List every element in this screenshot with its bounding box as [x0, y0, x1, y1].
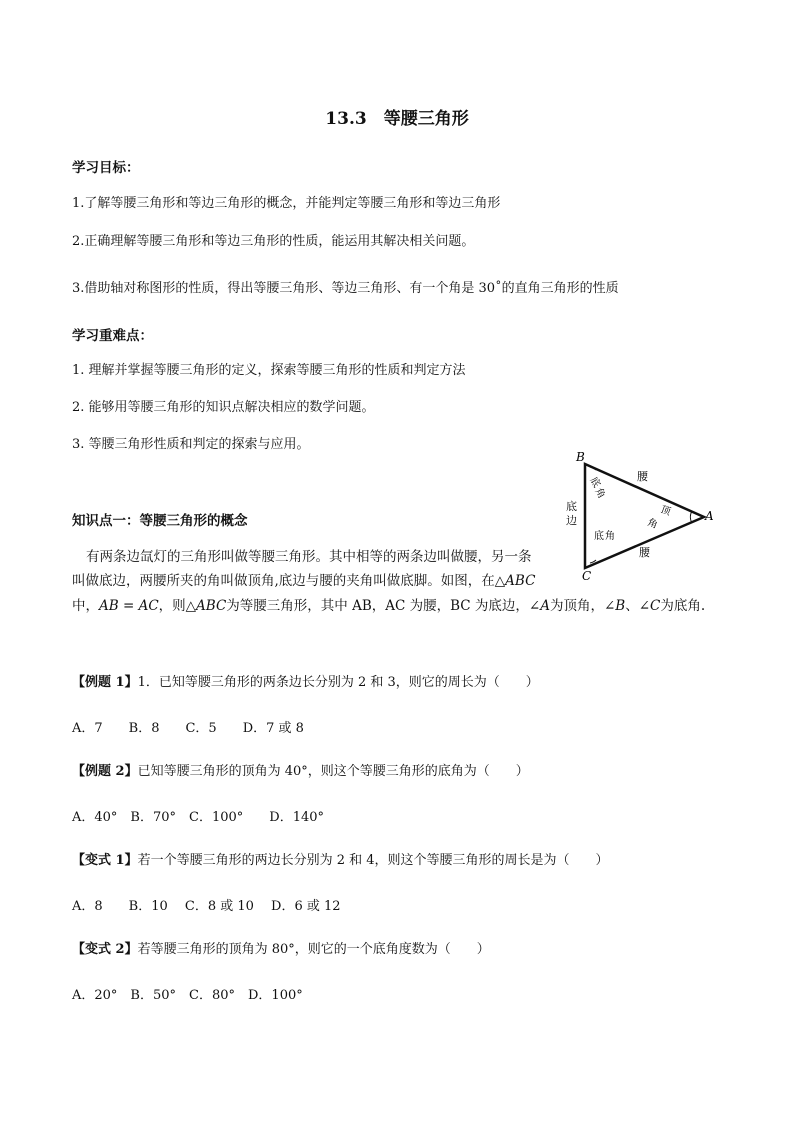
isosceles-triangle-figure: [558, 447, 736, 583]
question-1-options: A．7 B．8 C．5 D．7 或 8: [72, 721, 304, 736]
base-angle-b-label-2: 角: [592, 486, 607, 501]
triangle-abc-symbol: △ABC: [185, 598, 227, 614]
objective-item: 1.了解等腰三角形和等边三角形的概念，并能判定等腰三角形和等边三角形: [72, 196, 501, 211]
question-1: [72, 671, 539, 690]
angle-b-symbol: ∠B: [603, 598, 626, 614]
question-3-options: A．8 B．10 C．8 或 10 D．6 或 12: [72, 899, 341, 914]
text-segment: 、: [625, 598, 639, 614]
keypoint-item: 2. 能够用等腰三角形的知识点解决相应的数学问题。: [72, 400, 375, 415]
waist-top-label: 腰: [637, 470, 648, 483]
question-4-options: A．20° B．50° C．80° D．100°: [72, 988, 303, 1003]
apex-label-1: 顶: [658, 504, 672, 518]
angle-a-symbol: ∠A: [528, 598, 550, 614]
vertex-a-label: A: [705, 509, 714, 523]
triangle-abc-symbol: △ABC: [494, 573, 536, 589]
base-angle-c-label-2: 角: [605, 531, 615, 542]
vertex-b-label: B: [576, 450, 585, 464]
question-text: 若一个等腰三角形的两边长分别为 2 和 4，则这个等腰三角形的周长是为（ ）: [137, 853, 609, 868]
base-label-2: 边: [566, 514, 577, 527]
objectives-heading: 学习目标：: [72, 160, 140, 176]
vertex-c-label: C: [582, 569, 592, 583]
waist-bottom-label: 腰: [639, 546, 650, 559]
question-4: [72, 938, 490, 957]
text-segment: 为顶角，: [549, 598, 604, 614]
question-label: 【例题 2】: [72, 764, 138, 779]
text-segment: 为底角.: [660, 598, 706, 614]
question-label: 【例题 1】: [72, 675, 138, 690]
question-label: 【变式 1】: [72, 853, 138, 868]
knowledge-line-3: [72, 594, 705, 614]
objective-item: 2.正确理解等腰三角形和等边三角形的性质，能运用其解决相关问题。: [72, 234, 475, 249]
knowledge-heading: 知识点一：等腰三角形的概念: [72, 513, 248, 529]
question-text: 若等腰三角形的顶角为 80°，则它的一个底角度数为（ ）: [137, 942, 490, 957]
knowledge-line-2: [72, 569, 535, 589]
knowledge-line-2-text: 叫做底边，两腰所夹的角叫做顶角,底边与腰的夹角叫做底脚。如图，在: [72, 573, 495, 589]
ab-equals-ac-formula: AB = AC: [99, 598, 159, 614]
text-segment: ，则: [158, 598, 186, 614]
objective-item: 3.借助轴对称图形的性质，得出等腰三角形、等边三角形、有一个角是 30˚的直角三角形的性质: [72, 281, 619, 296]
knowledge-line-1: 有两条边氙灯的三角形叫做等腰三角形。其中相等的两条边叫做腰，另一条: [86, 549, 532, 565]
question-3: [72, 849, 609, 868]
keypoints-heading: 学习重难点：: [72, 328, 153, 344]
base-label-1: 底: [566, 500, 577, 513]
base-angle-b-label-1: 底: [587, 475, 602, 490]
question-2: [72, 760, 529, 779]
question-label: 【变式 2】: [72, 942, 138, 957]
question-text: 1．已知等腰三角形的两条边长分别为 2 和 3，则它的周长为（ ）: [137, 675, 539, 690]
base-angle-c-label-1: 底: [594, 531, 604, 542]
text-segment: 中，: [72, 598, 99, 614]
keypoint-item: 3. 等腰三角形性质和判定的探索与应用。: [72, 437, 310, 452]
question-text: 已知等腰三角形的顶角为 40°，则这个等腰三角形的底角为（ ）: [137, 764, 529, 779]
question-2-options: A．40° B．70° C．100° D．140°: [72, 810, 325, 825]
angle-c-symbol: ∠C: [638, 598, 661, 614]
page-title: 13.3 等腰三角形: [325, 109, 469, 129]
keypoint-item: 1. 理解并掌握等腰三角形的定义，探索等腰三角形的性质和判定方法: [72, 363, 466, 378]
text-segment: 为等腰三角形，其中 AB，AC 为腰，BC 为底边，: [226, 598, 529, 614]
apex-label-2: 角: [645, 517, 659, 531]
